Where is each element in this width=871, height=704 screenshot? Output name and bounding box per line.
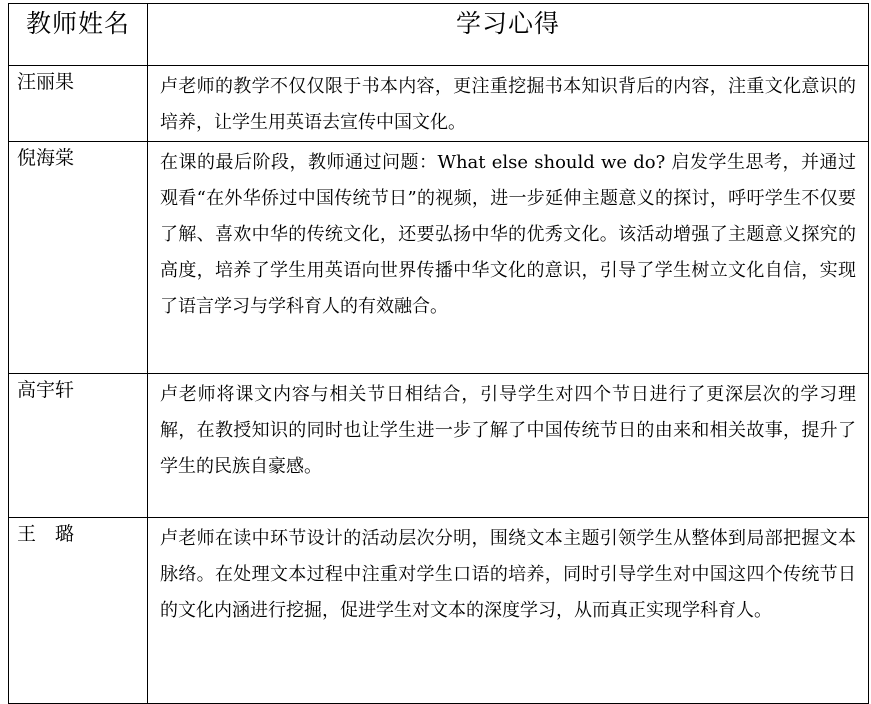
- teacher-name-cell: 高宇轩: [9, 374, 148, 518]
- table-row: [9, 142, 869, 374]
- header-teacher-name: 教师姓名: [9, 4, 148, 66]
- table-row: [9, 518, 869, 704]
- reflection-cell: 卢老师将课文内容与相关节日相结合，引导学生对四个节日进行了更深层次的学习理解，在教授知识的同时也让学生进一步了解了中国传统节日的由来和相关故事，提升了学生的民族自豪感。: [148, 374, 869, 518]
- table-header-row: [9, 4, 869, 66]
- teacher-name-cell: 倪海棠: [9, 142, 148, 374]
- header-reflection: 学习心得: [148, 4, 869, 66]
- reflection-cell: 卢老师的教学不仅仅限于书本内容，更注重挖掘书本知识背后的内容，注重文化意识的培养，让学生用英语去宣传中国文化。: [148, 66, 869, 142]
- teacher-name-cell: 王 璐: [9, 518, 148, 704]
- reflection-table: [8, 3, 869, 704]
- table-row: [9, 66, 869, 142]
- table-row: [9, 374, 869, 518]
- reflection-cell: 在课的最后阶段，教师通过问题：What else should we do? 启发学生思考，并通过观看“在外华侨过中国传统节日”的视频，进一步延伸主题意义的探讨，呼吁学生不仅要了解、喜欢中华的传统文化，还要弘扬中华的优秀文化。该活动增强了主题意义探究的高度，培养了学生用英语向世界传播中华文化的意识，引导了学生树立文化自信，实现了语言学习与学科育人的有效融合。: [148, 142, 869, 374]
- teacher-name-cell: 汪丽果: [9, 66, 148, 142]
- reflection-cell: 卢老师在读中环节设计的活动层次分明，围绕文本主题引领学生从整体到局部把握文本脉络。在处理文本过程中注重对学生口语的培养，同时引导学生对中国这四个传统节日的文化内涵进行挖掘，促进学生对文本的深度学习，从而真正实现学科育人。: [148, 518, 869, 704]
